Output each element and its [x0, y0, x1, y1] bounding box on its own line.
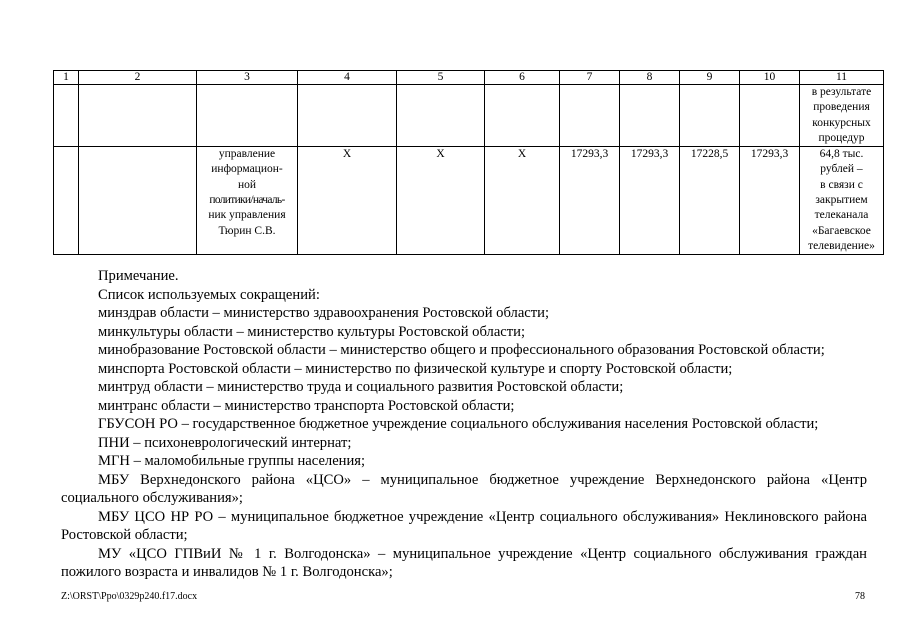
table-header-row: [54, 71, 884, 85]
abbreviation-item: МГН – маломобильные группы населения;: [98, 453, 366, 469]
table-cell: [620, 85, 680, 147]
responsible-text-part: ник управления Тюрин С.В.: [208, 209, 286, 237]
table-row: [54, 147, 884, 255]
table-cell: Х: [485, 147, 560, 255]
page-number: 78: [855, 591, 865, 602]
header-cell: 4: [298, 71, 397, 85]
abbreviation-item: минтранс области – министерство транспорта Ростовской области;: [98, 397, 515, 414]
header-cell: 7: [560, 71, 620, 85]
abbreviation-item: минтруд области – министерство труда и социального развития Ростовской области;: [98, 379, 624, 395]
abbreviation-item: минкультуры области – министерство культуры Ростовской области;: [98, 323, 526, 340]
header-cell: 8: [620, 71, 680, 85]
header-cell: 10: [740, 71, 800, 85]
table-cell-reason: в результате проведения конкурсных процедур: [800, 85, 884, 147]
table-cell: [54, 85, 79, 147]
abbreviation-item: минспорта Ростовской области – министерство по физической культуре и спорту Ростовской области;: [98, 360, 733, 377]
table-cell: [397, 85, 485, 147]
header-cell: 6: [485, 71, 560, 85]
table-cell: [680, 85, 740, 147]
table-cell: [79, 85, 197, 147]
data-table: [53, 70, 884, 255]
table-cell-reason: 64,8 тыс. рублей – в связи с закрытием телеканала «Багаевское телевидение»: [800, 147, 884, 255]
abbreviation-item: минздрав области – министерство здравоохранения Ростовской области;: [98, 305, 550, 321]
abbreviation-item: ПНИ – психоневрологический интернат;: [98, 434, 352, 451]
table-cell: 17293,3: [560, 147, 620, 255]
header-cell: 11: [800, 71, 884, 85]
abbreviations-heading: Список используемых сокращений:: [98, 286, 320, 303]
abbreviation-item: минобразование Ростовской области – министерство общего и профессионального образования Ростовской области;: [98, 342, 825, 358]
header-cell: 5: [397, 71, 485, 85]
abbreviation-item: МБУ Верхнедонского района «ЦСО» – муниципальное бюджетное учреждение Верхнедонского района «Центр социального обслуживания»;: [61, 471, 867, 506]
table-cell: [560, 85, 620, 147]
header-cell: 1: [54, 71, 79, 85]
abbreviation-item: МУ «ЦСО ГПВиИ № 1 г. Волгодонска» – муниципальное учреждение «Центр социального обслуживания граждан пожилого возраста и инвалидов № 1 г. Волгодонска»;: [61, 545, 867, 580]
table-cell: Х: [298, 147, 397, 255]
table-cell: [485, 85, 560, 147]
note-heading: Примечание.: [98, 268, 179, 284]
table-cell: [79, 147, 197, 255]
abbreviation-item: МБУ ЦСО НР РО – муниципальное бюджетное учреждение «Центр социального обслуживания» Неклиновского района Ростовской области;: [61, 508, 867, 543]
table-cell: [54, 147, 79, 255]
responsible-text-part: управление информацион- ной: [211, 148, 283, 191]
header-cell: 2: [79, 71, 197, 85]
table-cell: Х: [397, 147, 485, 255]
table-row: [54, 85, 884, 147]
table-cell: 17293,3: [620, 147, 680, 255]
table-cell: [740, 85, 800, 147]
responsible-text-part: политики/началь-: [209, 194, 285, 207]
table-cell: 17293,3: [740, 147, 800, 255]
table-cell-responsible: [197, 147, 298, 255]
table-cell: 17228,5: [680, 147, 740, 255]
table-cell: [298, 85, 397, 147]
header-cell: 9: [680, 71, 740, 85]
table-cell: [197, 85, 298, 147]
abbreviation-item: ГБУСОН РО – государственное бюджетное учреждение социального обслуживания населения Ростовской области;: [98, 416, 819, 432]
footer-file-path: Z:\ORST\Ppo\0329p240.f17.docx: [61, 591, 198, 602]
header-cell: 3: [197, 71, 298, 85]
notes-section: [61, 267, 867, 582]
